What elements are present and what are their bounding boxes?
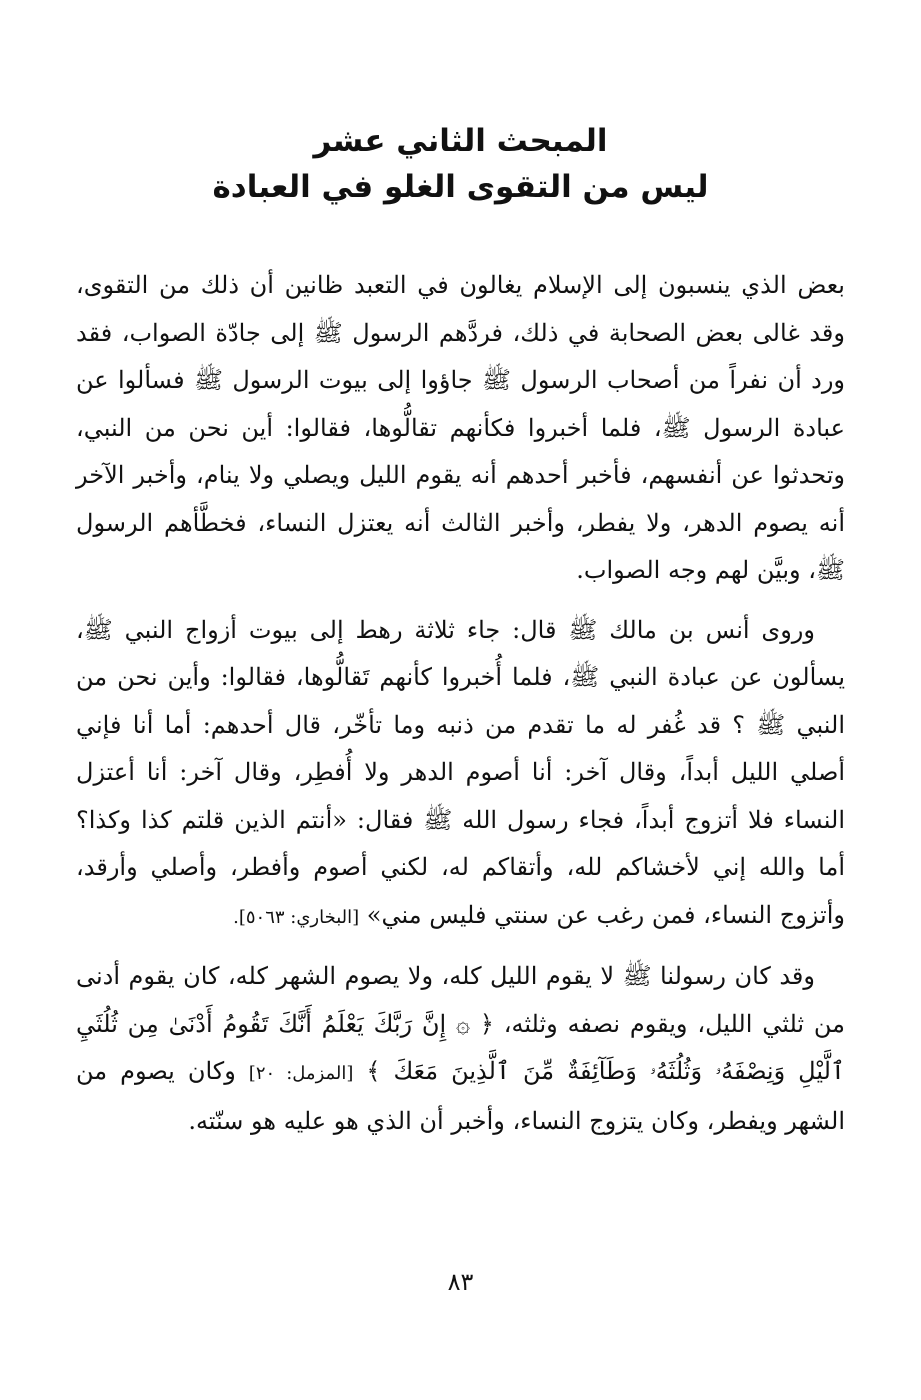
hadith-reference: [البخاري: ٥٠٦٣]. [233, 906, 360, 928]
chapter-heading: المبحث الثاني عشر [313, 123, 608, 159]
paragraph-1-text: بعض الذي ينسبون إلى الإسلام يغالون في التعبد ظانين أن ذلك من التقوى، وقد غالى بعض الصحابة في ذلك، فردَّهم الرسول ﷺ إلى جادّة الصواب، فقد ورد أن نفراً من أصحاب الرسول ﷺ جاؤوا إلى بيوت الرسول ﷺ فسألوا عن عبادة الرسول ﷺ، فلما أخبروا فكأنهم تقالُّوها، فقالوا: أين نحن من النبي، وتحدثوا عن أنفسهم، فأخبر أحدهم أنه يقوم الليل ويصلي ولا ينام، وأخبر الآخر أنه يصوم الدهر، ولا يفطر، وأخبر الثالث أنه يعتزل النساء، فخطَّأهم الرسول ﷺ، وبيَّن لهم وجه الصواب. [76, 271, 845, 584]
paragraph-1 [76, 262, 845, 595]
paragraph-2-text: وروى أنس بن مالك ﷺ قال: جاء ثلاثة رهط إلى بيوت أزواج النبي ﷺ، يسألون عن عبادة النبي ﷺ، فلما أُخبروا كأنهم تَقالُّوها، فقالوا: وأين نحن من النبي ﷺ ؟ قد غُفر له ما تقدم من ذنبه وما تأخّر، قال أحدهم: أما أنا فإني أصلي الليل أبداً، وقال آخر: أنا أصوم الدهر ولا أُفطِر، وقال آخر: أنا أعتزل النساء فلا أتزوج أبداً، فجاء رسول الله ﷺ فقال: «أنتم الذين قلتم كذا وكذا؟ أما والله إني لأخشاكم لله، وأتقاكم له، لكني أصوم وأفطر، وأصلي وأرقد، وأتزوج النساء، فمن رغب عن سنتي فليس مني» [76, 615, 845, 929]
page-number: ٨٣ [447, 1268, 474, 1296]
chapter-title: ليس من التقوى الغلو في العبادة [212, 169, 709, 205]
section-heading [0, 118, 921, 210]
quran-reference: [المزمل: ٢٠] [248, 1063, 354, 1084]
body-text [76, 262, 845, 1157]
paragraph-3-text: وقد كان رسولنا ﷺ لا يقوم الليل كله، ولا يصوم الشهر كله، كان يقوم أدنى من ثلثي الليل، ويقوم نصفه وثلثه، ﴿ ۞ إِنَّ رَبَّكَ يَعْلَمُ أَنَّكَ تَقُومُ أَدْنَىٰ مِن ثُلُثَيِ ٱلَّيْلِ وَنِصْفَهُۥ وَثُلُثَهُۥ وَطَآئِفَةٌ مِّنَ ٱلَّذِينَ مَعَكَ ﴾ [76, 962, 845, 1085]
paragraph-3-continuation: وكان يصوم من الشهر ويفطر، وكان يتزوج النساء، وأخبر أن الذي هو عليه هو سنّته. [76, 1057, 845, 1135]
paragraph-3 [76, 953, 845, 1145]
paragraph-2 [76, 607, 845, 942]
